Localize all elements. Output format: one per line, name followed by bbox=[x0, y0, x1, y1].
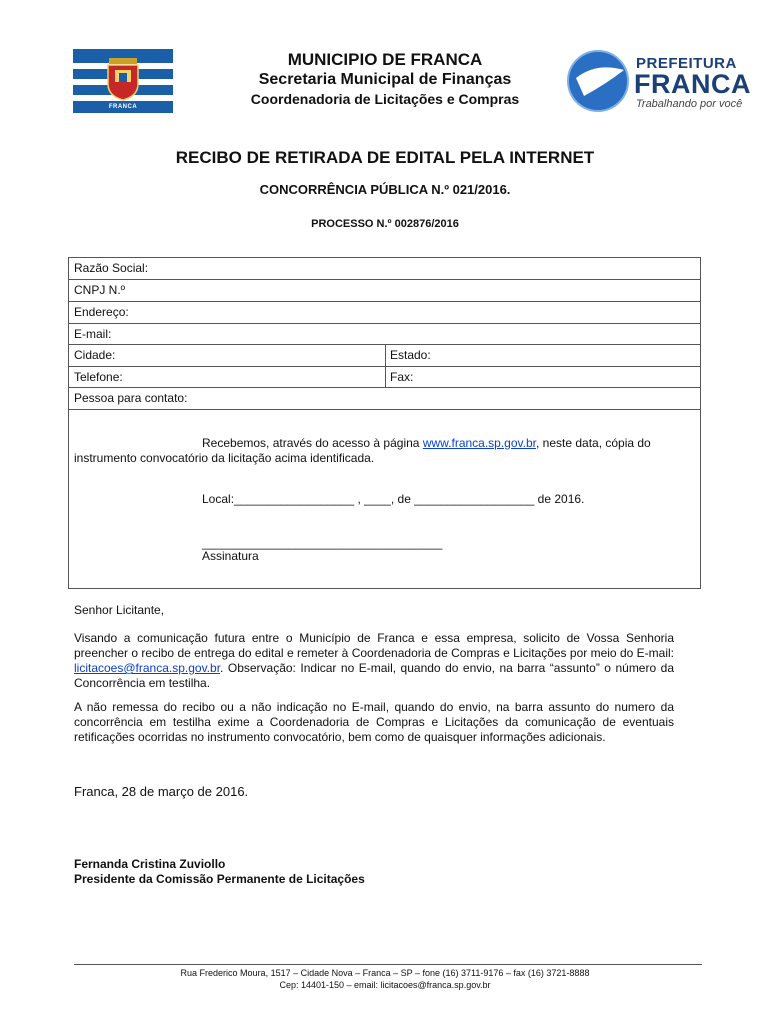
notice-paragraph-2: A não remessa do recibo ou a não indicação no E-mail, quando do envio, na barra assunto do numero da concorrência em testilha exime a Coordenadoria de Compras e Licitações da comunicação de eventuais retificações ocorridas no instrumento convocatório, bem como de quaisquer informações adicionais. bbox=[74, 700, 674, 744]
signature-label: Assinatura bbox=[202, 549, 259, 563]
signature-line: ____________________________________ bbox=[202, 536, 443, 550]
flag-label: FRANCA bbox=[108, 104, 138, 110]
process-number: PROCESSO N.º 002876/2016 bbox=[311, 218, 459, 230]
fax-label: Fax: bbox=[390, 370, 414, 384]
signer-role: Presidente da Comissão Permanente de Licitações bbox=[74, 872, 365, 886]
email-row[interactable] bbox=[69, 324, 700, 345]
receipt-form bbox=[68, 257, 701, 589]
footer-address: Rua Frederico Moura, 1517 – Cidade Nova – Franca – SP – fone (16) 3711-9176 – fax (16) 3721-8888 bbox=[180, 968, 590, 978]
cnpj-label: CNPJ N.º bbox=[74, 283, 126, 297]
licitacoes-email-link[interactable]: licitacoes@franca.sp.gov.br bbox=[74, 661, 221, 675]
coat-of-arms-icon bbox=[103, 56, 143, 102]
document-title: RECIBO DE RETIRADA DE EDITAL PELA INTERNET bbox=[175, 148, 595, 167]
razao-social-label: Razão Social: bbox=[74, 261, 149, 275]
telefone-fax-row[interactable] bbox=[69, 367, 700, 388]
endereco-row[interactable] bbox=[69, 302, 700, 324]
contato-row[interactable] bbox=[69, 388, 700, 410]
signer-name: Fernanda Cristina Zuviollo bbox=[74, 857, 226, 871]
coordination-heading: Coordenadoria de Licitações e Compras bbox=[250, 91, 520, 107]
local-date-line: Local:__________________ , ____, de __________________ de 2016. bbox=[202, 492, 585, 506]
tender-number: CONCORRÊNCIA PÚBLICA N.º 021/2016. bbox=[259, 182, 511, 197]
receipt-statement-line2: instrumento convocatório da licitação acima identificada. bbox=[74, 451, 375, 465]
email-label: E-mail: bbox=[74, 327, 112, 341]
contato-label: Pessoa para contato: bbox=[74, 391, 188, 405]
column-divider bbox=[385, 367, 386, 387]
logo-slogan: Trabalhando por você bbox=[636, 98, 743, 110]
logo-franca-text: FRANCA bbox=[634, 69, 751, 99]
razao-social-row[interactable] bbox=[69, 258, 700, 280]
telefone-label: Telefone: bbox=[74, 370, 123, 384]
secretariat-heading: Secretaria Municipal de Finanças bbox=[258, 71, 512, 88]
cnpj-row[interactable] bbox=[69, 280, 700, 302]
franca-website-link[interactable]: www.franca.sp.gov.br bbox=[422, 436, 536, 450]
cidade-estado-row[interactable] bbox=[69, 345, 700, 367]
footer-divider bbox=[74, 964, 702, 965]
column-divider bbox=[385, 345, 386, 366]
endereco-label: Endereço: bbox=[74, 305, 129, 319]
estado-label: Estado: bbox=[390, 348, 431, 362]
greeting: Senhor Licitante, bbox=[74, 603, 165, 617]
notice-paragraph-1: Visando a comunicação futura entre o Município de Franca e essa empresa, solicito de Vossa Senhoria preencher o recibo de entrega do edital e remeter à Coordenadoria de Compras e Licitações por meio do E-mail: licitacoes@franca.sp.gov.br. Observação: Indicar no E-mail, quando do envio, na barra “assunto” o número da Concorrência em testilha. bbox=[74, 631, 674, 690]
receipt-statement: Recebemos, através do acesso à página www.franca.sp.gov.br, neste data, cópia do instrumento convocatório da licitação acima identificada. bbox=[74, 436, 696, 466]
franca-flag-logo bbox=[73, 49, 173, 113]
footer-contact: Cep: 14401-150 – email: licitacoes@franca.sp.gov.br bbox=[279, 980, 491, 990]
document-date: Franca, 28 de março de 2016. bbox=[74, 784, 249, 799]
cidade-label: Cidade: bbox=[74, 348, 116, 362]
municipality-heading: MUNICIPIO DE FRANCA bbox=[287, 50, 483, 69]
logo-prefeitura-text: PREFEITURA bbox=[636, 55, 737, 72]
